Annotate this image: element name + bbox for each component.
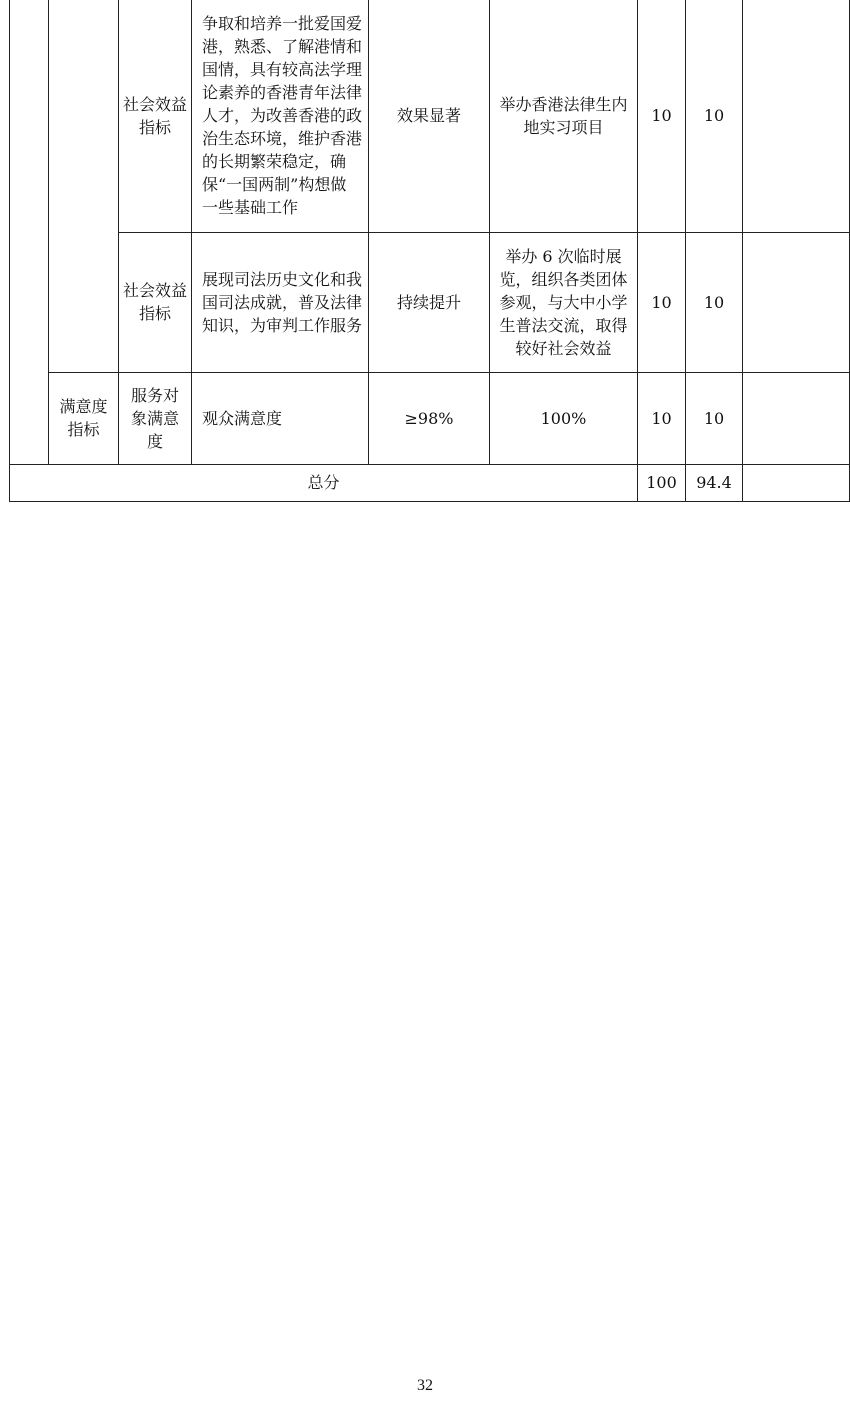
performance-indicator-table — [9, 0, 850, 502]
total-row — [10, 464, 850, 501]
level1-indicator-cell — [49, 0, 119, 372]
score-cell: 10 — [686, 372, 743, 464]
note-cell — [743, 232, 850, 372]
weight-cell: 10 — [638, 0, 686, 232]
note-cell — [743, 0, 850, 232]
total-label-cell: 总分 — [10, 464, 638, 501]
level1-indicator-cell: 满意度指标 — [49, 372, 119, 464]
score-cell: 10 — [686, 232, 743, 372]
level2-indicator-cell: 社会效益指标 — [119, 232, 192, 372]
total-note-cell — [743, 464, 850, 501]
total-weight-cell: 100 — [638, 464, 686, 501]
level2-indicator-cell: 社会效益指标 — [119, 0, 192, 232]
level3-indicator-cell: 展现司法历史文化和我国司法成就，普及法律知识，为审判工作服务 — [192, 232, 369, 372]
outer-category-cell — [10, 0, 49, 464]
level3-indicator-cell: 争取和培养一批爱国爱港，熟悉、了解港情和国情，具有较高法学理论素养的香港青年法律人才，为改善香港的政治生态环境，维护香港的长期繁荣稳定，确保“一国两制”构想做一些基础工作 — [192, 0, 369, 232]
table-row — [10, 0, 850, 232]
table-row — [10, 232, 850, 372]
weight-cell: 10 — [638, 232, 686, 372]
page-number: 32 — [417, 1377, 433, 1394]
total-score-cell: 94.4 — [686, 464, 743, 501]
table-row — [10, 372, 850, 464]
actual-value-cell: 举办香港法律生内地实习项目 — [490, 0, 638, 232]
target-value-cell: 持续提升 — [369, 232, 490, 372]
target-value-cell: ≥98% — [369, 372, 490, 464]
actual-value-cell: 100% — [490, 372, 638, 464]
weight-cell: 10 — [638, 372, 686, 464]
level3-indicator-cell: 观众满意度 — [192, 372, 369, 464]
score-cell: 10 — [686, 0, 743, 232]
target-value-cell: 效果显著 — [369, 0, 490, 232]
actual-value-cell: 举办 6 次临时展览，组织各类团体参观，与大中小学生普法交流，取得较好社会效益 — [490, 232, 638, 372]
level2-indicator-cell: 服务对象满意度 — [119, 372, 192, 464]
note-cell — [743, 372, 850, 464]
